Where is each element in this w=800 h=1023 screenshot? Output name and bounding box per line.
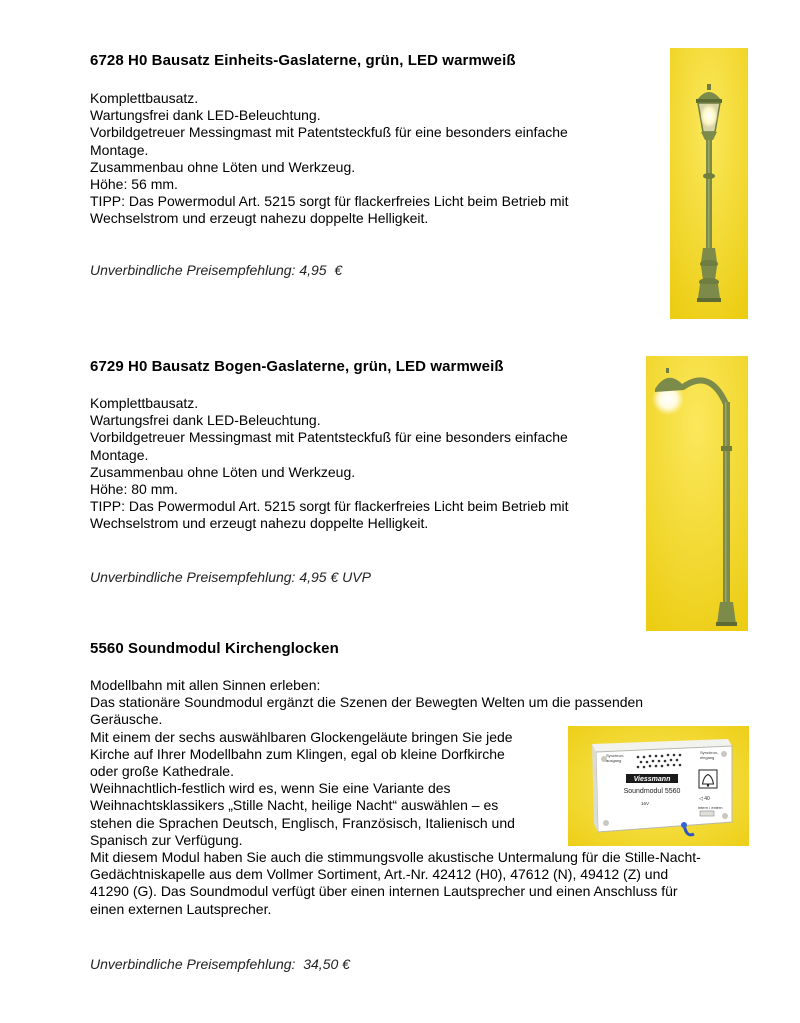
- description-line: Weihnachtlich-festlich wird es, wenn Sie eine Variante des: [90, 780, 451, 797]
- description-line: TIPP: Das Powermodul Art. 5215 sorgt für flackerfreies Licht beim Betrieb mit: [90, 498, 569, 515]
- description-line: Mit einem der sechs auswählbaren Glockengeläute bringen Sie jede: [90, 728, 513, 745]
- module-name-label: Soundmodul 5560: [623, 788, 681, 795]
- description-line: TIPP: Das Powermodul Art. 5215 sorgt für flackerfreies Licht beim Betrieb mit: [90, 193, 569, 210]
- description-line: Höhe: 80 mm.: [90, 481, 178, 498]
- brand-label: Viessmann: [633, 776, 671, 783]
- product-description: [90, 395, 569, 533]
- description-line: Kirche auf Ihrer Modellbahn zum Klingen, egal ob kleine Dorfkirche: [90, 745, 505, 762]
- description-line: Mit diesem Modul haben Sie auch die stimmungsvolle akustische Untermalung für die Stille-Nacht-: [90, 849, 701, 866]
- voltage-label: 16V: [641, 801, 650, 806]
- product-title: 6728 H0 Bausatz Einheits-Gaslaterne, grün, LED warmweiß: [90, 52, 516, 69]
- description-line: Vorbildgetreuer Messingmast mit Patentsteckfuß für eine besonders einfache: [90, 429, 568, 446]
- svg-text:ausgang: ausgang: [606, 758, 622, 763]
- description-line: Wartungsfrei dank LED-Beleuchtung.: [90, 107, 321, 124]
- description-line: Spanisch zur Verfügung.: [90, 831, 243, 848]
- description-line: Weihnachtsklassikers „Stille Nacht, heilige Nacht“ auswählen – es: [90, 797, 499, 814]
- price-recommendation: Unverbindliche Preisempfehlung: 4,95 €: [90, 262, 343, 278]
- switch-label: intern / extern: [698, 805, 723, 810]
- description-line: oder große Kathedrale.: [90, 763, 234, 780]
- product-description: [90, 90, 569, 228]
- arc-gas-lantern-image: [646, 356, 748, 631]
- price-recommendation: Unverbindliche Preisempfehlung: 34,50 €: [90, 956, 350, 972]
- sync-in-label: Synchron-: [700, 750, 719, 755]
- description-line: Höhe: 56 mm.: [90, 176, 178, 193]
- description-line: Geräusche.: [90, 711, 163, 728]
- description-line: Zusammenbau ohne Löten und Werkzeug.: [90, 463, 356, 480]
- description-line: Gedächtniskapelle aus dem Vollmer Sortiment, Art.-Nr. 42412 (H0), 47612 (N), 49412 (Z) und: [90, 866, 669, 883]
- description-line: stehen die Sprachen Deutsch, Englisch, Französisch, Italienisch und: [90, 814, 515, 831]
- description-line: Modellbahn mit allen Sinnen erleben:: [90, 677, 321, 693]
- gas-lantern-image: [670, 48, 748, 319]
- description-line: Wechselstrom und erzeugt nahezu doppelte Helligkeit.: [90, 210, 429, 227]
- description-line: Wechselstrom und erzeugt nahezu doppelte Helligkeit.: [90, 515, 429, 532]
- description-line: Montage.: [90, 141, 149, 158]
- description-line: Vorbildgetreuer Messingmast mit Patentsteckfuß für eine besonders einfache: [90, 124, 568, 141]
- product-title: 6729 H0 Bausatz Bogen-Gaslaterne, grün, LED warmweiß: [90, 358, 504, 375]
- price-recommendation: Unverbindliche Preisempfehlung: 4,95 € UVP: [90, 569, 371, 585]
- product-title: 5560 Soundmodul Kirchenglocken: [90, 640, 339, 657]
- description-line: einen externen Lautsprecher.: [90, 900, 272, 917]
- svg-text:eingang: eingang: [700, 755, 715, 760]
- soundmodul-image: [568, 726, 749, 846]
- sync-out-label: Synchron-: [606, 753, 625, 758]
- description-line: Komplettbausatz.: [90, 90, 199, 106]
- svg-text:◁ 40: ◁ 40: [699, 796, 710, 802]
- description-line: 41290 (G). Das Soundmodul verfügt über einen internen Lautsprecher und einen Anschluss für: [90, 883, 678, 900]
- description-line: Das stationäre Soundmodul ergänzt die Szenen der Bewegten Welten um die passenden: [90, 694, 644, 711]
- description-line: Komplettbausatz.: [90, 395, 199, 411]
- description-line: Montage.: [90, 446, 149, 463]
- description-line: Zusammenbau ohne Löten und Werkzeug.: [90, 158, 356, 175]
- description-line: Wartungsfrei dank LED-Beleuchtung.: [90, 412, 321, 429]
